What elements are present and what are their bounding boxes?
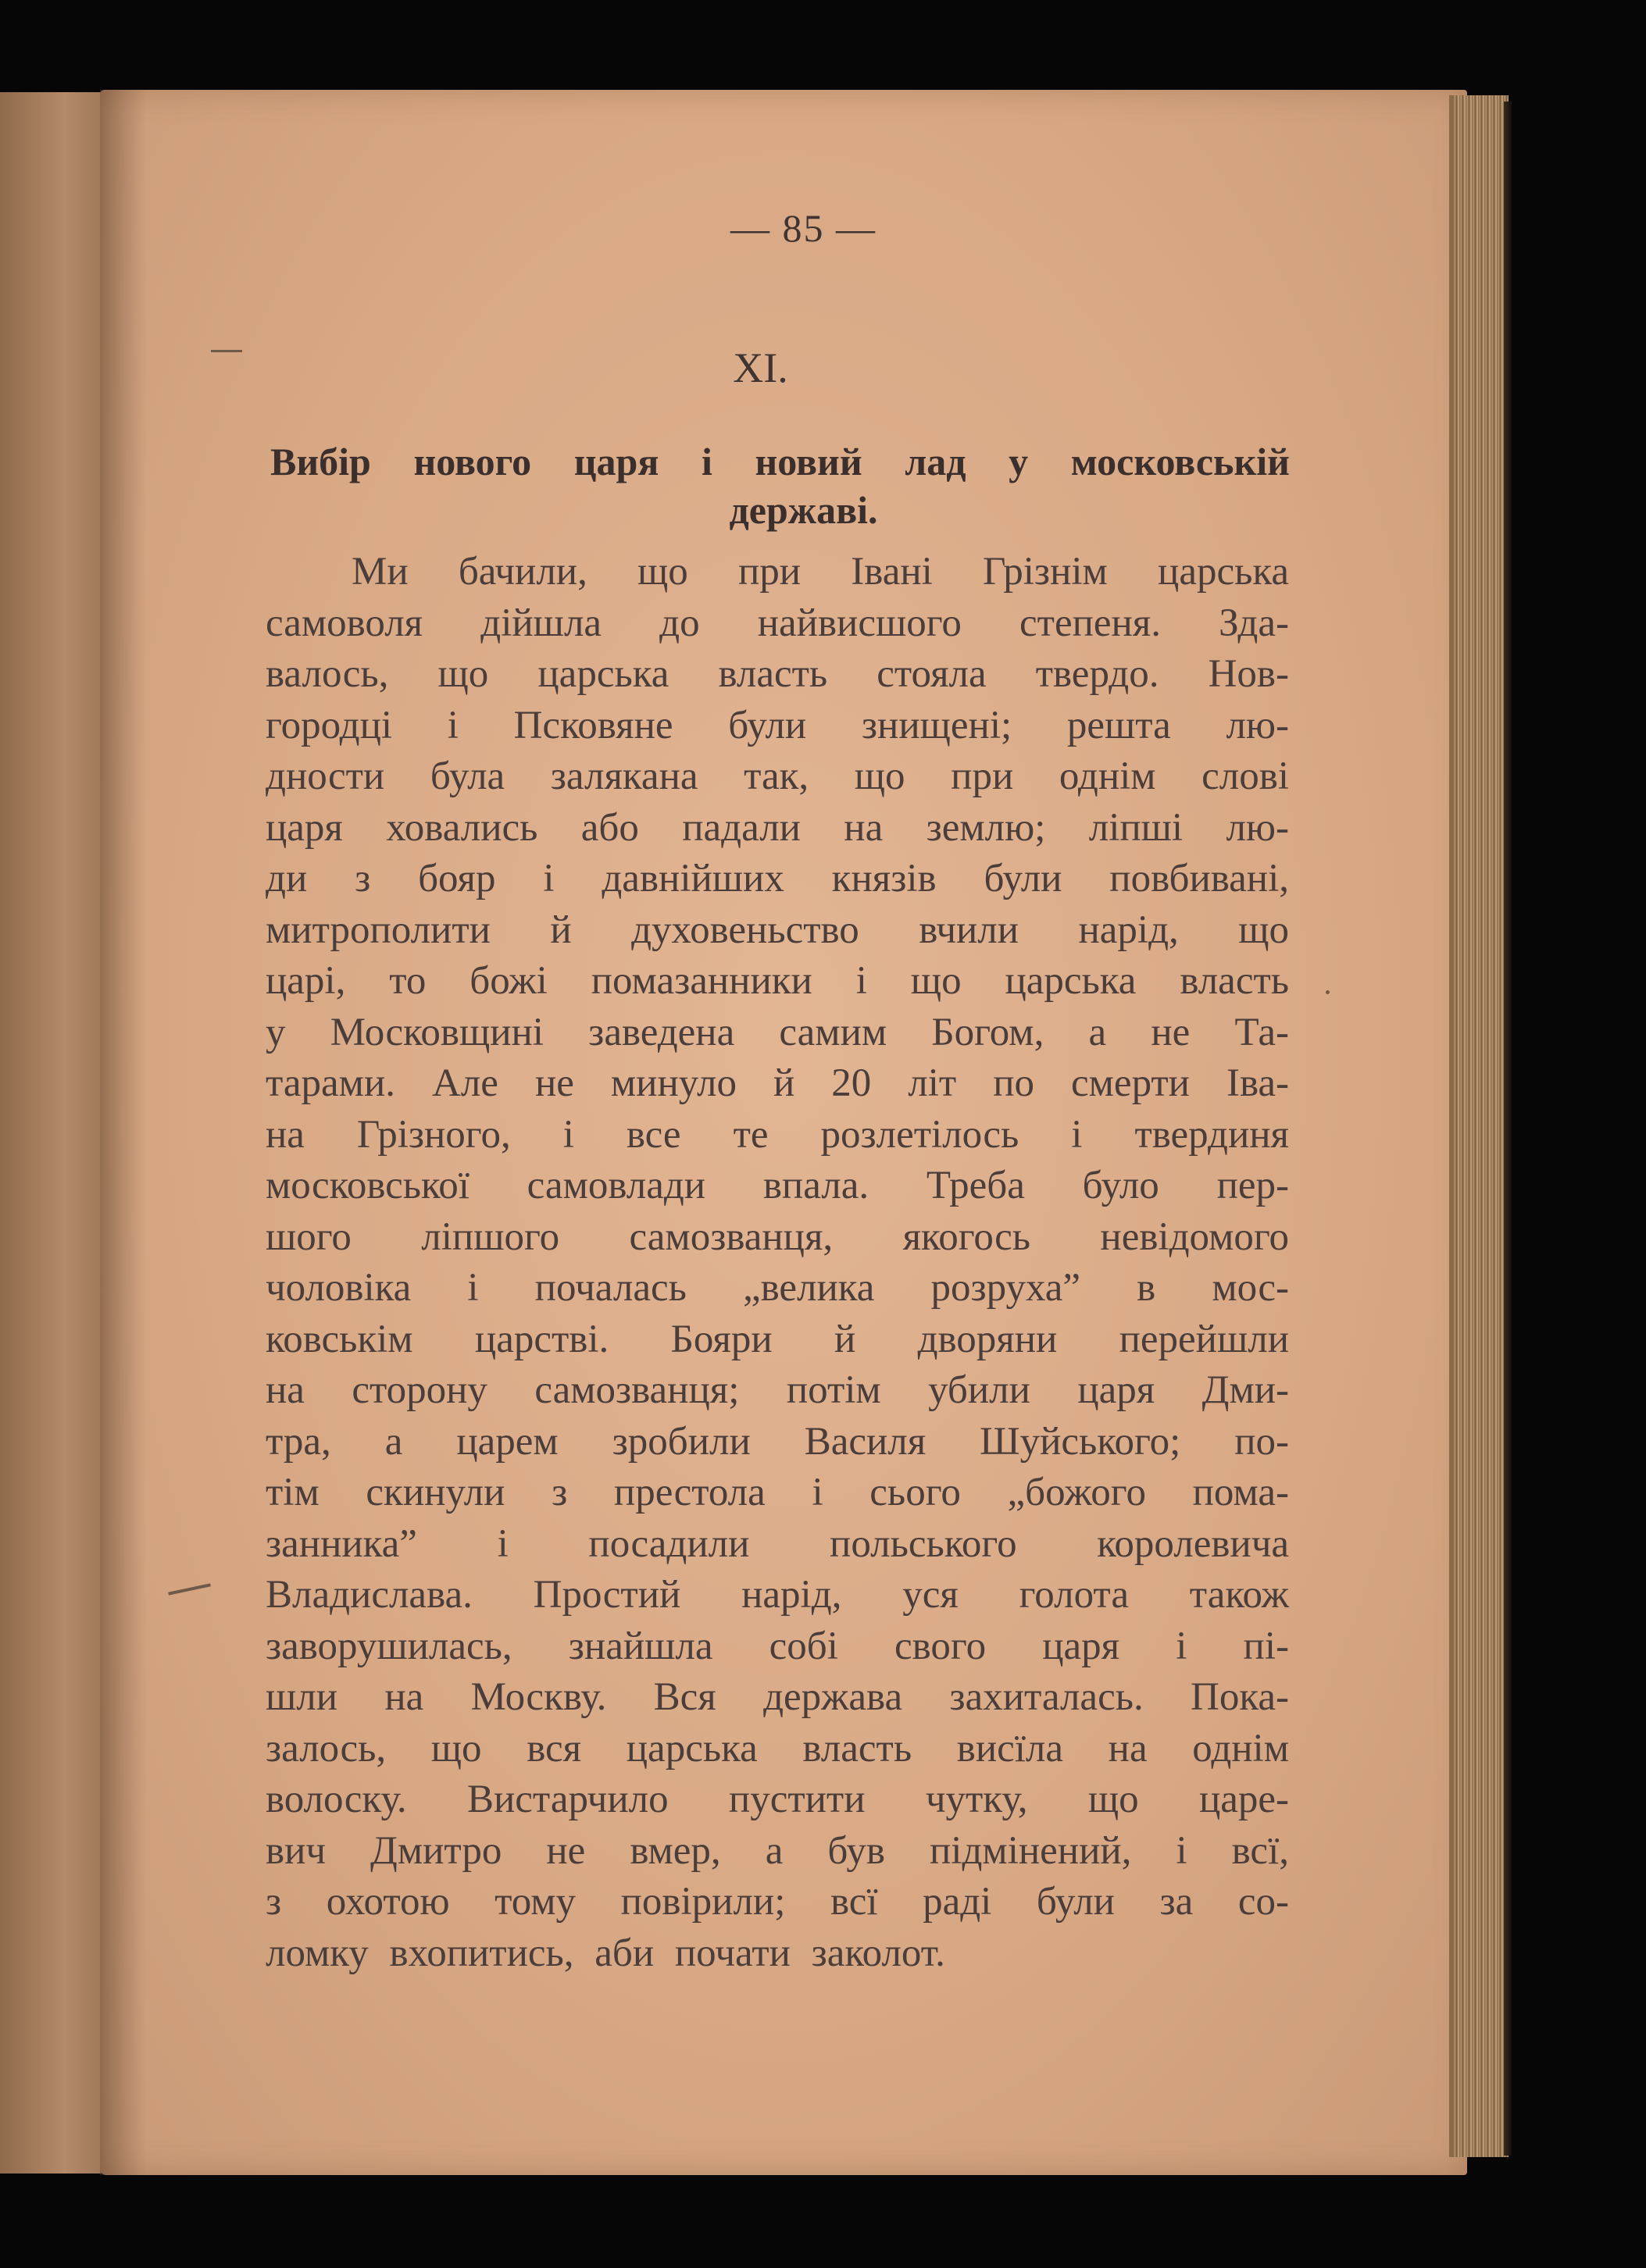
page-stack-edge: [1449, 95, 1509, 2157]
heading-line: державі.: [729, 488, 878, 532]
heading-line: Вибір нового царя і новий лад у московській: [270, 440, 1290, 483]
stack-side-shadow: [1504, 102, 1512, 2156]
text-line: чоловіка і почалась „велика розруха” в мос-: [266, 1266, 1289, 1310]
text-line: Владислава. Простий нарід, уся голота також: [266, 1573, 1289, 1617]
text-line: залось, що вся царська власть висїла на однім: [266, 1726, 1289, 1771]
text-line: у Московщині заведена самим Богом, а не Та-: [266, 1010, 1289, 1054]
gutter-shadow: [100, 90, 147, 2175]
text-line: московської самовлади впала. Треба було пер-: [266, 1164, 1289, 1207]
text-line: митрополити й духовеньство вчили нарід, що: [266, 908, 1289, 952]
page-number: — 85 —: [730, 206, 877, 250]
text-line: занника” і посадили польського королевича: [266, 1521, 1289, 1566]
text-line: ковськім царстві. Бояри й дворяни перейшли: [266, 1317, 1289, 1361]
text-line: тра, а царем зробили Василя Шуйського; по-: [266, 1419, 1289, 1464]
text-line: дности була залякана так, що при однім слові: [266, 754, 1289, 798]
text-line: ди з бояр і давнійших князів були повбивані,: [266, 857, 1289, 900]
text-line: тім скинули з престола і сього „божого пома-: [266, 1471, 1289, 1514]
text-line: городці і Псковяне були знищені; решта лю-: [266, 703, 1289, 747]
text-line: шого ліпшого самозванця, якогось невідомого: [266, 1214, 1289, 1259]
text-line: на сторону самозванця; потім убили царя Дми-: [266, 1368, 1289, 1412]
text-line: самоволя дійшла до найвисшого степеня. Зда-: [266, 601, 1289, 645]
text-line: волоску. Вистарчило пустити чутку, що царе-: [266, 1778, 1289, 1821]
text-line: царя ховались або падали на землю; ліпші лю-: [266, 805, 1289, 850]
text-line: шли на Москву. Вся держава захиталась. Пока-: [266, 1675, 1289, 1719]
text-line: на Грізного, і все те розлетілось і твердиня: [266, 1112, 1289, 1157]
text-line: заворушилась, знайшла собі свого царя і пі-: [266, 1624, 1289, 1668]
text-line: тарами. Але не минуло й 20 літ по смерти Іва-: [266, 1061, 1289, 1105]
scan-speck: [1326, 990, 1330, 994]
text-line: вич Дмитро не вмер, а був підмінений, і всї,: [266, 1828, 1289, 1873]
text-line: Ми бачили, що при Івані Грізнім царська: [352, 550, 1289, 594]
body-paragraph: [266, 547, 1289, 1979]
text-line: царі, то божі помазанники і що царська власть: [266, 959, 1289, 1003]
chapter-heading: [270, 437, 1290, 534]
chapter-number: XI.: [733, 344, 788, 391]
text-line: ломку вхопитись, аби почати заколот.: [266, 1931, 945, 1975]
text-line: з охотою тому повірили; всї раді були за со-: [266, 1880, 1289, 1924]
text-line: валось, що царська власть стояла твердо. Нов-: [266, 652, 1289, 696]
